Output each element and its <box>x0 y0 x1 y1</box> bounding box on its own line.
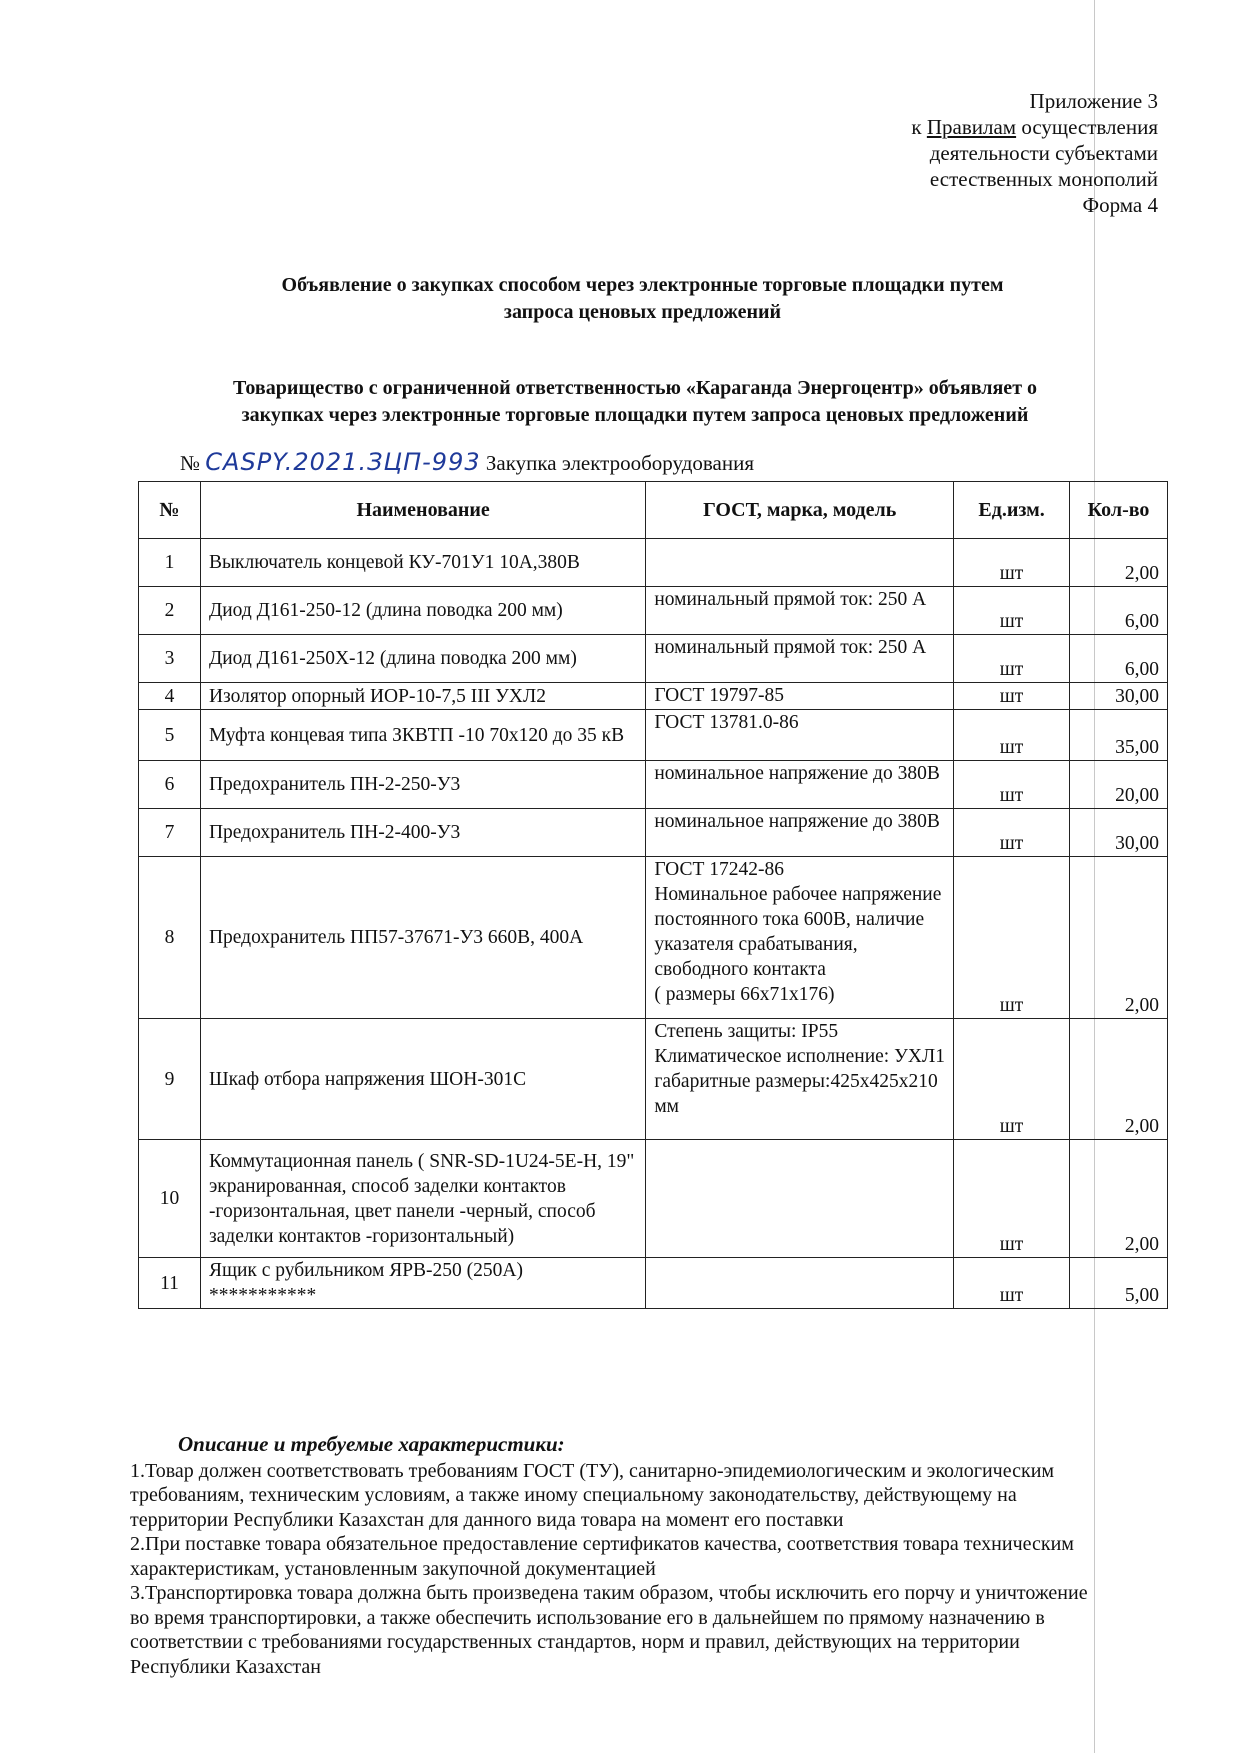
cell-name: Муфта концевая типа ЗКВТП -10 70х120 до 35 кВ <box>200 710 645 761</box>
table-row <box>139 1258 1168 1309</box>
cell-gost: номинальное напряжение до 380В <box>646 761 954 809</box>
table-row <box>139 635 1168 683</box>
cell-qty: 6,00 <box>1070 587 1168 635</box>
cell-gost: ГОСТ 19797-85 <box>646 683 954 710</box>
cell-num: 3 <box>139 635 201 683</box>
procurement-number-line <box>180 448 754 476</box>
appendix-prefix: к <box>911 115 922 139</box>
col-header-name: Наименование <box>200 482 645 539</box>
table-row <box>139 857 1168 1019</box>
title-line-2: запроса ценовых предложений <box>503 301 782 323</box>
table-header-row <box>139 482 1168 539</box>
form-number: Форма 4 <box>1082 193 1158 217</box>
cell-name: Шкаф отбора напряжения ШОН-301С <box>200 1019 645 1140</box>
appendix-rest: осуществления <box>1021 115 1158 139</box>
cell-num: 1 <box>139 539 201 587</box>
table-row <box>139 761 1168 809</box>
procurement-subject: Закупка электрооборудования <box>485 451 754 475</box>
cell-num: 9 <box>139 1019 201 1140</box>
cell-unit: шт <box>954 1140 1070 1258</box>
table-row <box>139 539 1168 587</box>
cell-unit: шт <box>954 1258 1070 1309</box>
cell-gost <box>646 1258 954 1309</box>
cell-qty: 2,00 <box>1070 857 1168 1019</box>
col-header-num: № <box>139 482 201 539</box>
cell-num: 2 <box>139 587 201 635</box>
requirement-2: 2.При поставке товара обязательное предоставление сертификатов качества, соответствия товара техническим характеристикам, установленным закупочной документацией <box>130 1533 1074 1580</box>
table-row <box>139 710 1168 761</box>
cell-gost: ГОСТ 13781.0-86 <box>646 710 954 761</box>
cell-gost <box>646 539 954 587</box>
cell-name: Предохранитель ПН-2-250-У3 <box>200 761 645 809</box>
cell-unit: шт <box>954 587 1070 635</box>
col-header-gost: ГОСТ, марка, модель <box>646 482 954 539</box>
cell-unit: шт <box>954 539 1070 587</box>
cell-qty: 35,00 <box>1070 710 1168 761</box>
cell-qty: 5,00 <box>1070 1258 1168 1309</box>
cell-name: Предохранитель ПН-2-400-У3 <box>200 809 645 857</box>
cell-name: Диод Д161-250-12 (длина поводка 200 мм) <box>200 587 645 635</box>
cell-unit: шт <box>954 857 1070 1019</box>
cell-unit: шт <box>954 809 1070 857</box>
cell-name: Диод Д161-250Х-12 (длина поводка 200 мм) <box>200 635 645 683</box>
description-section <box>130 1432 1090 1679</box>
cell-num: 11 <box>139 1258 201 1309</box>
appendix-number: Приложение 3 <box>1029 89 1158 113</box>
table-row <box>139 809 1168 857</box>
cell-gost <box>646 1140 954 1258</box>
rules-link[interactable]: Правилам <box>926 115 1017 139</box>
cell-qty: 2,00 <box>1070 1019 1168 1140</box>
appendix-line4: естественных монополий <box>929 167 1158 191</box>
table-body <box>139 539 1168 1309</box>
cell-qty: 30,00 <box>1070 809 1168 857</box>
cell-gost: номинальное напряжение до 380В <box>646 809 954 857</box>
table-row <box>139 1140 1168 1258</box>
table-row <box>139 1019 1168 1140</box>
title-line-1: Объявление о закупках способом через электронные торговые площадки путем <box>281 274 1004 296</box>
col-header-qty: Кол-во <box>1070 482 1168 539</box>
announcement-heading <box>130 375 1140 429</box>
cell-num: 4 <box>139 683 201 710</box>
cell-name: Изолятор опорный ИОР-10-7,5 III УХЛ2 <box>200 683 645 710</box>
appendix-header <box>911 88 1158 218</box>
description-heading: Описание и требуемые характеристики: <box>178 1432 565 1456</box>
cell-unit: шт <box>954 683 1070 710</box>
cell-num: 7 <box>139 809 201 857</box>
number-sign: № <box>180 451 201 475</box>
document-title <box>150 272 1135 326</box>
cell-qty: 2,00 <box>1070 539 1168 587</box>
cell-num: 8 <box>139 857 201 1019</box>
cell-unit: шт <box>954 635 1070 683</box>
cell-num: 10 <box>139 1140 201 1258</box>
handwritten-procurement-number: CASPY.2021.ЗЦП-993 <box>205 448 481 476</box>
cell-name: Ящик с рубильником ЯРВ-250 (250А) *********** <box>200 1258 645 1309</box>
cell-gost: Степень защиты: IP55 Климатическое исполнение: УХЛ1 габаритные размеры:425х425х210 мм <box>646 1019 954 1140</box>
cell-name: Предохранитель ПП57-37671-У3 660В, 400А <box>200 857 645 1019</box>
cell-qty: 30,00 <box>1070 683 1168 710</box>
table-row <box>139 683 1168 710</box>
appendix-line3: деятельности субъектами <box>929 141 1158 165</box>
cell-num: 5 <box>139 710 201 761</box>
cell-name: Коммутационная панель ( SNR-SD-1U24-5E-H, 19" экранированная, способ заделки контактов -горизонтальная, цвет панели -черный, способ заделки контактов -горизонтальный) <box>200 1140 645 1258</box>
table-row <box>139 587 1168 635</box>
cell-gost: номинальный прямой ток: 250 А <box>646 635 954 683</box>
requirement-3: 3.Транспортировка товара должна быть произведена таким образом, чтобы исключить его порчу и уничтожение во время транспортировки, а также обеспечить использование его в дальнейшем по прямому назначению в соответствии с требованиями государственных стандартов, норм и правил, действующих на территории Республики Казахстан <box>130 1582 1088 1678</box>
cell-gost: ГОСТ 17242-86 Номинальное рабочее напряжение постоянного тока 600В, наличие указателя срабатывания, свободного контакта ( размеры 66х71х176) <box>646 857 954 1019</box>
requirement-1: 1.Товар должен соответствовать требованиям ГОСТ (ТУ), санитарно-эпидемиологическим и экологическим требованиям, техническим условиям, а также иному специальному законодательству, действующему на территории Республики Казахстан для данного вида товара на момент его поставки <box>130 1459 1055 1531</box>
items-table <box>138 481 1168 1309</box>
announcement-line-2: закупках через электронные торговые площадки путем запроса ценовых предложений <box>241 404 1029 426</box>
announcement-line-1: Товарищество с ограниченной ответственностью «Караганда Энергоцентр» объявляет о <box>232 377 1038 399</box>
cell-qty: 2,00 <box>1070 1140 1168 1258</box>
cell-name: Выключатель концевой КУ-701У1 10А,380В <box>200 539 645 587</box>
cell-qty: 20,00 <box>1070 761 1168 809</box>
appendix-rules-line <box>911 114 1158 140</box>
cell-num: 6 <box>139 761 201 809</box>
cell-unit: шт <box>954 761 1070 809</box>
cell-qty: 6,00 <box>1070 635 1168 683</box>
cell-unit: шт <box>954 1019 1070 1140</box>
cell-unit: шт <box>954 710 1070 761</box>
cell-gost: номинальный прямой ток: 250 А <box>646 587 954 635</box>
col-header-unit: Ед.изм. <box>954 482 1070 539</box>
